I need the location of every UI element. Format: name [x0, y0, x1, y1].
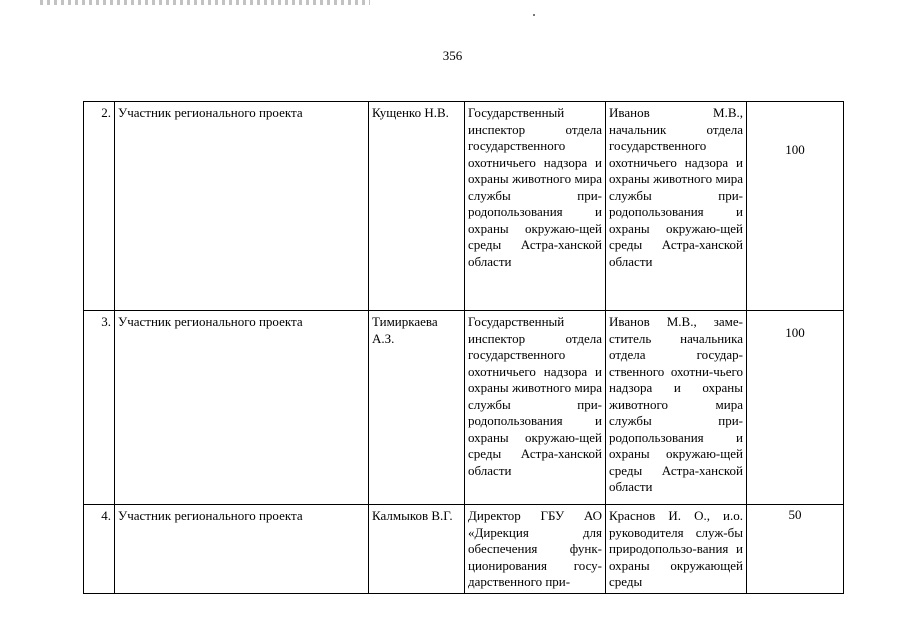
participants-table	[83, 101, 844, 594]
supervisor-cell: Иванов М.В., начальник отдела государственного охотничьего надзора и охраны животного мира службы при-родопользования и охраны окружаю-щей среды Астра-ханской области	[606, 102, 747, 311]
supervisor-cell: Краснов И. О., и.о. руководителя служ-бы природопользо-вания и охраны окружающей среды	[606, 505, 747, 594]
percent-cell: 100	[747, 102, 844, 311]
position-cell: Государственный инспектор отдела государственного охотничьего надзора и охраны животного мира службы при-родопользования и охраны окружаю-щей среды Астра-ханской области	[465, 311, 606, 505]
position-cell: Директор ГБУ АО «Дирекция для обеспечения функ-ционирования госу-дарственного при-	[465, 505, 606, 594]
percent-cell: 50	[747, 505, 844, 594]
role-cell: Участник регионального проекта	[115, 505, 369, 594]
name-cell: Кущенко Н.В.	[369, 102, 465, 311]
position-cell: Государственный инспектор отдела государственного охотничьего надзора и охраны животного мира службы при-родопользования и охраны окружаю-щей среды Астра-ханской области	[465, 102, 606, 311]
percent-cell: 100	[747, 311, 844, 505]
row-number: 3.	[84, 311, 115, 505]
table-row	[84, 102, 844, 311]
name-cell: Калмыков В.Г.	[369, 505, 465, 594]
row-number: 2.	[84, 102, 115, 311]
page-number: 356	[442, 48, 463, 63]
table-row	[84, 505, 844, 594]
row-number: 4.	[84, 505, 115, 594]
scan-speck	[533, 14, 535, 16]
supervisor-cell: Иванов М.В., заме-ститель начальника отдела государ-ственного охотни-чьего надзора и охраны животного мира службы при-родопользования и охраны окружаю-щей среды Астра-ханской области	[606, 311, 747, 505]
scan-artifact	[40, 0, 370, 5]
table-row	[84, 311, 844, 505]
name-cell: Тимиркаева А.З.	[369, 311, 465, 505]
role-cell: Участник регионального проекта	[115, 311, 369, 505]
role-cell: Участник регионального проекта	[115, 102, 369, 311]
